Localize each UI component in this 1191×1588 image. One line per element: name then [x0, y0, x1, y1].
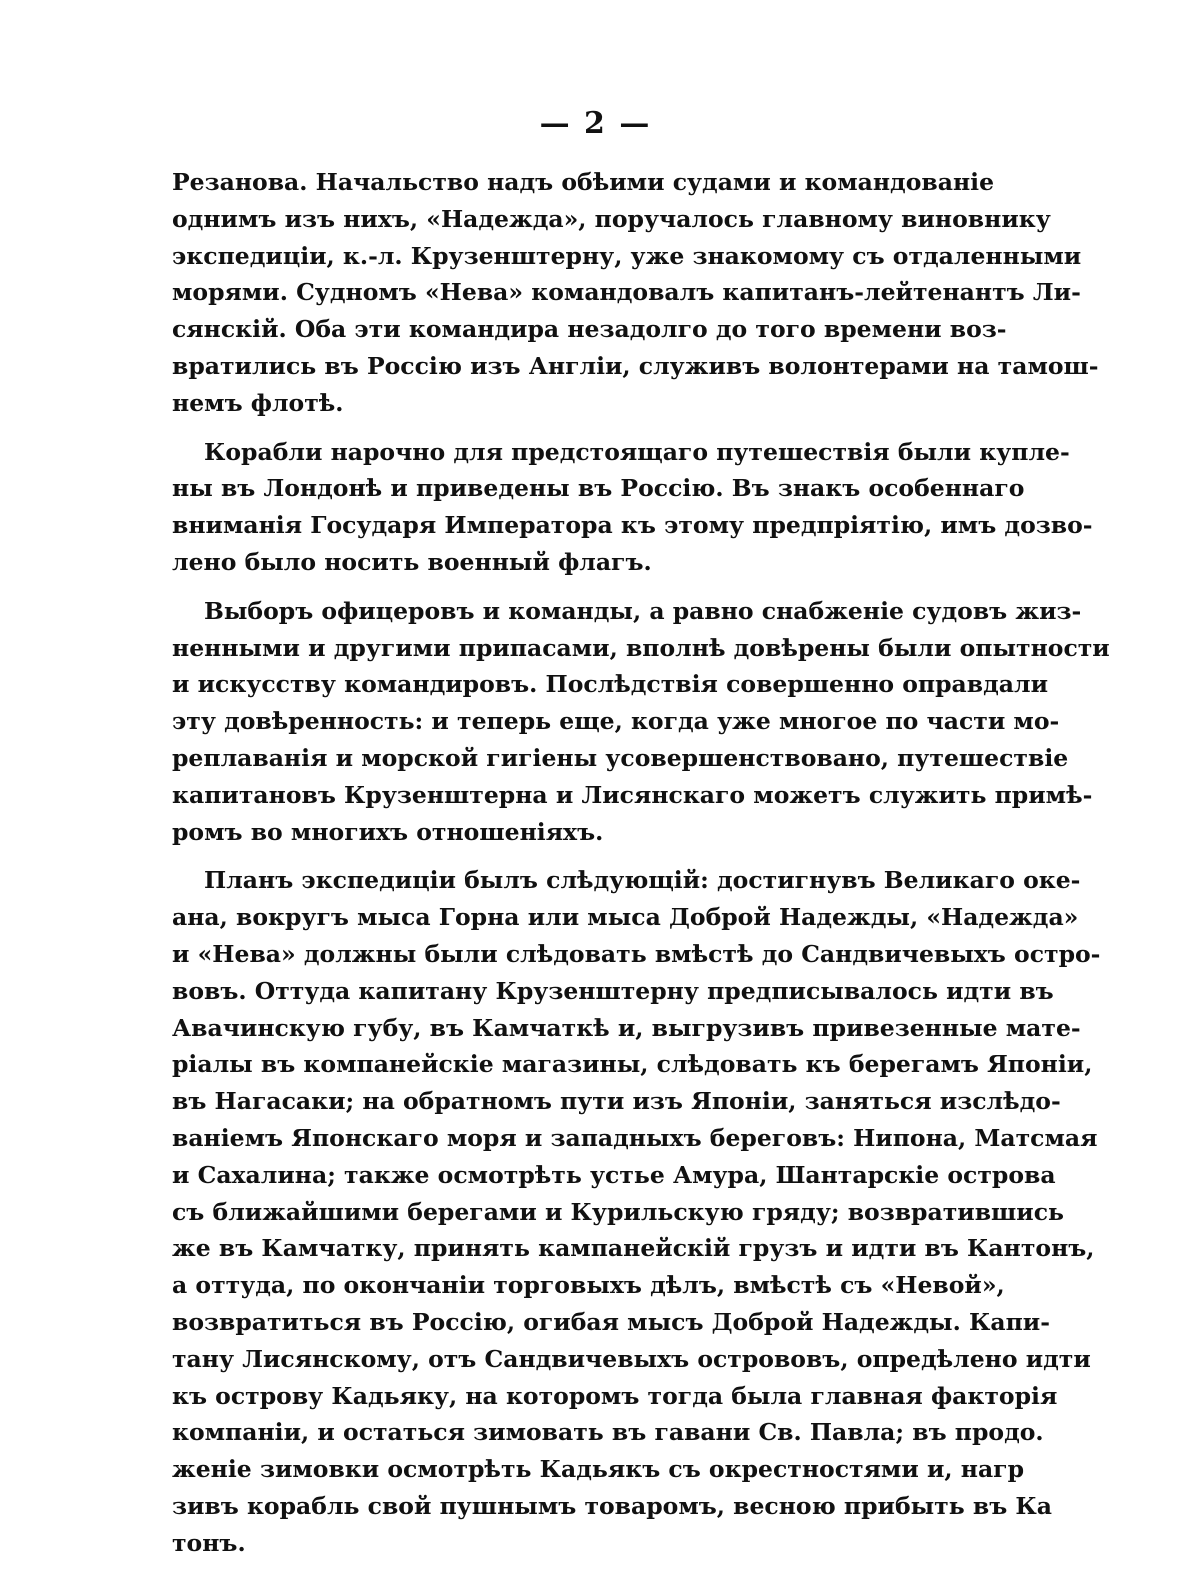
text-line: реплаванія и морской гигіены усовершенствовано, путешествіе — [172, 743, 1069, 772]
text-line: ненными и другими припасами, вполнѣ довѣрены были опытности — [172, 633, 1110, 662]
text-line: Корабли нарочно для предстоящаго путешествія были купле- — [204, 437, 1070, 466]
text-line: зивъ корабль свой пушнымъ товаромъ, весною прибыть въ Ка — [172, 1491, 1053, 1520]
page-number: — 2 — — [539, 106, 652, 141]
text-line: вратились въ Россію изъ Англіи, служивъ волонтерами на тамош- — [172, 351, 1099, 380]
text-line: женіе зимовки осмотрѣть Кадьякъ съ окрестностями и, нагр — [172, 1455, 1025, 1484]
text-line: же въ Камчатку, принять кампанейскій грузъ и идти въ Кантонъ, — [172, 1234, 1095, 1263]
text-line: эту довѣренность: и теперь еще, когда уже многое по части мо- — [172, 707, 1060, 736]
paragraph-3 — [172, 593, 1110, 851]
text-line: къ острову Кадьяку, на которомъ тогда была главная факторія — [172, 1381, 1058, 1410]
text-line: въ Нагасаки; на обратномъ пути изъ Японіи, заняться изслѣдо- — [172, 1087, 1061, 1116]
text-line: тану Лисянскому, отъ Сандвичевыхъ острововъ, опредѣлено идти — [172, 1344, 1091, 1373]
text-line: однимъ изъ нихъ, «Надежда», поручалось главному виновнику — [172, 204, 1051, 233]
text-line: и «Нева» должны были слѣдовать вмѣстѣ до Сандвичевыхъ остро- — [172, 939, 1101, 968]
text-line: капитановъ Крузенштерна и Лисянскаго можетъ служить примѣ- — [172, 780, 1093, 809]
text-line: съ ближайшими берегами и Курильскую гряду; возвратившись — [172, 1197, 1064, 1226]
text-line: вниманія Государя Императора къ этому предпріятію, имъ дозво- — [172, 511, 1093, 540]
text-line: а оттуда, по окончаніи торговыхъ дѣлъ, вмѣстѣ съ «Невой», — [172, 1271, 1005, 1300]
text-line: морями. Судномъ «Нева» командовалъ капитанъ-лейтенантъ Ли- — [172, 278, 1081, 307]
text-line: ны въ Лондонѣ и приведены въ Россію. Въ знакъ особеннаго — [172, 474, 1025, 503]
text-line: немъ флотѣ. — [172, 388, 344, 417]
text-line: компаніи, и остаться зимовать въ гавани Св. Павла; въ продо. — [172, 1418, 1044, 1447]
paragraph-4 — [172, 862, 1101, 1561]
paragraph-1 — [172, 164, 1099, 422]
body-text — [172, 164, 1110, 1573]
text-line: Выборъ офицеровъ и команды, а равно снабженіе судовъ жиз- — [204, 596, 1082, 625]
text-line: вовъ. Оттуда капитану Крузенштерну предписывалось идти въ — [172, 976, 1054, 1005]
text-line: сянскій. Оба эти командира незадолго до того времени воз- — [172, 315, 1007, 344]
paragraph-2 — [172, 434, 1093, 581]
text-line: экспедиціи, к.-л. Крузенштерну, уже знакомому съ отдаленными — [172, 241, 1082, 270]
text-line: возвратиться въ Россію, огибая мысъ Доброй Надежды. Капи- — [172, 1307, 1050, 1336]
text-line: и Сахалина; также осмотрѣть устье Амура, Шантарскіе острова — [172, 1160, 1056, 1189]
text-line: лено было носить военный флагъ. — [172, 547, 652, 576]
text-line: Авачинскую губу, въ Камчаткѣ и, выгрузивъ привезенные мате- — [172, 1013, 1081, 1042]
text-line: ваніемъ Японскаго моря и западныхъ береговъ: Нипона, Матсмая — [172, 1123, 1098, 1152]
text-line: тонъ. — [172, 1528, 246, 1557]
text-line: ріалы въ компанейскіе магазины, слѣдовать къ берегамъ Японіи, — [172, 1050, 1093, 1079]
text-line: Планъ экспедиціи былъ слѣдующій: достигнувъ Великаго оке- — [204, 866, 1081, 895]
text-line: и искусству командировъ. Послѣдствія совершенно оправдали — [172, 670, 1049, 699]
text-line: Резанова. Начальство надъ обѣими судами и командованіе — [172, 168, 995, 196]
text-line: ана, вокругъ мыса Горна или мыса Доброй Надежды, «Надежда» — [172, 903, 1079, 932]
text-line: ромъ во многихъ отношеніяхъ. — [172, 817, 604, 846]
